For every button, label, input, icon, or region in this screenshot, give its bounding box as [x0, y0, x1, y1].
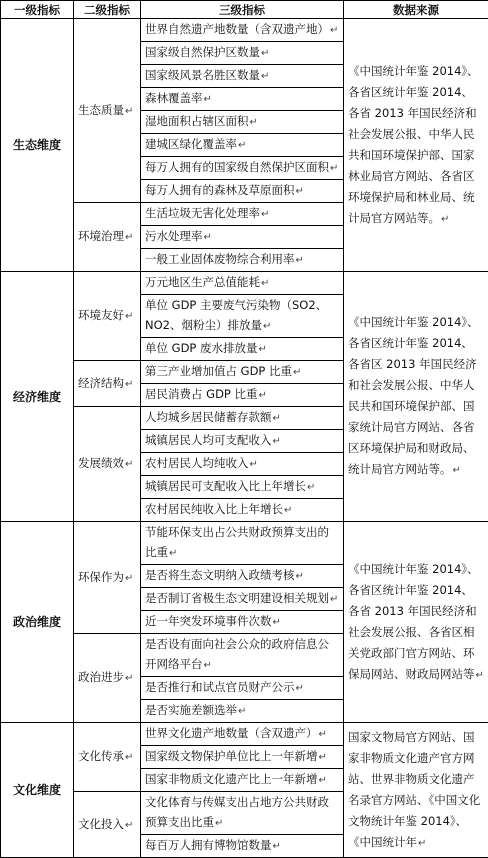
level3-indicator [141, 111, 344, 134]
level3-label: 每万人拥有的森林及草原面积 [145, 183, 295, 197]
level3-indicator [141, 769, 344, 792]
level3-indicator [141, 677, 344, 700]
paragraph-mark: ↵ [125, 106, 133, 117]
level3-indicator [141, 338, 344, 361]
paragraph-mark: ↵ [296, 571, 304, 582]
level2-label: 环境治理 [78, 229, 124, 243]
level2-label: 政治进步 [78, 670, 124, 684]
paragraph-mark: ↵ [238, 140, 246, 151]
data-source-text: 《中国统计年鉴 2014》、各省区统计年鉴 2014、各省区 2013 年国民经济和社会发展公报、中华人民共和国环境保护部、国家统计局官方网站、各省区环境保护局和财政局、统计局官方网站等。 [348, 315, 479, 476]
level3-indicator [141, 384, 344, 407]
level3-indicator [141, 611, 344, 634]
level2-label: 文化传承 [78, 749, 124, 763]
paragraph-mark: ↵ [125, 459, 133, 470]
level1-indicator: 经济维度 [1, 272, 74, 522]
paragraph-mark: ↵ [204, 94, 212, 105]
level2-label: 文化投入 [78, 817, 124, 831]
level2-indicator [74, 792, 141, 858]
level3-label: 单位 GDP 主要废气污染物（SO2、NO2、烟粉尘）排放量 [145, 298, 327, 332]
paragraph-mark: ↵ [259, 390, 267, 401]
paragraph-mark: ↵ [259, 344, 267, 355]
level3-label: 每万人拥有的国家级自然保护区面积 [145, 160, 329, 174]
paragraph-mark: ↵ [204, 232, 212, 243]
level3-label: 是否实施差额选举 [145, 703, 237, 717]
level3-indicator [141, 565, 344, 588]
paragraph-mark: ↵ [418, 838, 426, 849]
level3-label: 污水处理率 [145, 229, 203, 243]
paragraph-mark: ↵ [273, 436, 281, 447]
level3-label: 世界自然遗产地数量（含双遗产地） [145, 22, 329, 36]
level3-indicator [141, 249, 344, 272]
table-row [1, 19, 488, 42]
paragraph-mark: ↵ [441, 214, 449, 225]
paragraph-mark: ↵ [261, 278, 269, 289]
level3-label: 居民消费占 GDP 比重 [145, 387, 258, 401]
paragraph-mark: ↵ [125, 379, 133, 390]
paragraph-mark: ↵ [125, 752, 133, 763]
level3-indicator [141, 295, 344, 338]
level2-label: 发展绩效 [78, 456, 124, 470]
level3-indicator [141, 42, 344, 65]
paragraph-mark: ↵ [250, 459, 258, 470]
level3-indicator [141, 19, 344, 42]
level2-label: 生态质量 [78, 103, 124, 117]
level3-indicator [141, 272, 344, 295]
paragraph-mark: ↵ [263, 321, 271, 332]
level3-label: 湿地面积占辖区面积 [145, 114, 249, 128]
level2-indicator [74, 203, 141, 272]
level1-indicator: 生态维度 [1, 19, 74, 272]
paragraph-mark: ↵ [296, 255, 304, 266]
paragraph-mark: ↵ [319, 729, 327, 740]
level2-indicator [74, 634, 141, 723]
level3-label: 是否设有面向社会公众的政府信息公开网络平台 [145, 637, 329, 671]
level3-label: 文化体育与传媒支出占地方公共财政预算支出比重 [145, 795, 329, 829]
level3-indicator [141, 134, 344, 157]
level2-label: 环境友好 [78, 308, 124, 322]
level3-indicator [141, 65, 344, 88]
table-row [1, 723, 488, 746]
level3-indicator [141, 203, 344, 226]
level3-indicator [141, 700, 344, 723]
data-source [344, 272, 488, 522]
level3-label: 第三产业增加值占 GDP 比重 [145, 364, 292, 378]
level3-label: 生活垃圾无害化处理率 [145, 206, 260, 220]
paragraph-mark: ↵ [296, 186, 304, 197]
level3-indicator [141, 476, 344, 499]
level3-label: 城镇居民可支配收入比上年增长 [145, 479, 306, 493]
level3-label: 近一年突发环境事件次数 [145, 614, 272, 628]
level3-indicator [141, 88, 344, 111]
header-level3: 三级指标 [141, 1, 344, 19]
level3-indicator [141, 792, 344, 835]
level3-indicator [141, 407, 344, 430]
level3-label: 是否制订省极生态文明建设相关规划 [145, 591, 329, 605]
level3-label: 国家级文物保护单位比上一年新增 [145, 749, 318, 763]
level3-indicator [141, 453, 344, 476]
level3-label: 单位 GDP 废水排放量 [145, 341, 258, 355]
paragraph-mark: ↵ [319, 752, 327, 763]
paragraph-mark: ↵ [307, 482, 315, 493]
paragraph-mark: ↵ [330, 163, 338, 174]
paragraph-mark: ↵ [261, 48, 269, 59]
level2-indicator [74, 407, 141, 522]
level3-label: 是否推行和试点官员财产公示 [145, 680, 295, 694]
level3-indicator [141, 499, 344, 522]
paragraph-mark: ↵ [204, 660, 212, 671]
level2-indicator [74, 723, 141, 792]
level2-indicator [74, 361, 141, 407]
level3-indicator [141, 723, 344, 746]
level3-label: 国家级风景名胜区数量 [145, 68, 260, 82]
level3-label: 国家级自然保护区数量 [145, 45, 260, 59]
level3-indicator [141, 746, 344, 769]
level3-label: 是否将生态文明纳入政绩考核 [145, 568, 295, 582]
paragraph-mark: ↵ [273, 413, 281, 424]
header-level1: 一级指标 [1, 1, 74, 19]
paragraph-mark: ↵ [261, 209, 269, 220]
level3-label: 建城区绿化覆盖率 [145, 137, 237, 151]
paragraph-mark: ↵ [330, 594, 338, 605]
paragraph-mark: ↵ [125, 573, 133, 584]
header-row [1, 1, 488, 19]
level1-indicator: 政治维度 [1, 522, 74, 723]
header-level2: 二级指标 [74, 1, 141, 19]
level3-label: 国家非物质文化遗产比上一年新增 [145, 772, 318, 786]
level3-label: 农村居民纯收入比上年增长 [145, 502, 283, 516]
paragraph-mark: ↵ [273, 841, 281, 852]
level3-label: 城镇居民人均可支配收入 [145, 433, 272, 447]
paragraph-mark: ↵ [125, 311, 133, 322]
paragraph-mark: ↵ [330, 25, 338, 36]
data-source-text: 《中国统计年鉴 2014》、各省区统计年鉴 2014、各省 2013 年国民经济和社会发展公报、中华人民共和国环境保护部、国家林业局官方网站、各省区环境保护局和林业局、统计局官方网站等。 [348, 64, 479, 225]
paragraph-mark: ↵ [125, 232, 133, 243]
table-row [1, 272, 488, 295]
table-row [1, 522, 488, 565]
paragraph-mark: ↵ [261, 71, 269, 82]
level1-indicator: 文化维度 [1, 723, 74, 858]
paragraph-mark: ↵ [273, 617, 281, 628]
level3-label: 森林覆盖率 [145, 91, 203, 105]
level2-indicator [74, 272, 141, 361]
paragraph-mark: ↵ [215, 818, 223, 829]
paragraph-mark: ↵ [293, 367, 301, 378]
level3-label: 人均城乡居民储蓄存款额 [145, 410, 272, 424]
paragraph-mark: ↵ [453, 465, 461, 476]
data-source [344, 522, 488, 723]
level2-label: 经济结构 [78, 376, 124, 390]
data-source-text: 国家文物局官方网站、国家非物质文化遗产官方网站、世界非物质文化遗产名录官方网站、《中国文化文物统计年鉴 2014》、《中国统计年 [348, 730, 480, 849]
paragraph-mark: ↵ [284, 505, 292, 516]
level3-label: 每百万人拥有博物馆数量 [145, 838, 272, 852]
level3-indicator [141, 180, 344, 203]
level3-indicator [141, 522, 344, 565]
paragraph-mark: ↵ [125, 673, 133, 684]
level2-indicator [74, 522, 141, 634]
paragraph-mark: ↵ [238, 706, 246, 717]
paragraph-mark: ↵ [476, 670, 484, 681]
paragraph-mark: ↵ [250, 117, 258, 128]
level3-indicator [141, 361, 344, 384]
level2-label: 环保作为 [78, 570, 124, 584]
paragraph-mark: ↵ [296, 683, 304, 694]
level3-indicator [141, 157, 344, 180]
paragraph-mark: ↵ [125, 820, 133, 831]
level3-label: 万元地区生产总值能耗 [145, 275, 260, 289]
level2-indicator [74, 19, 141, 203]
level3-label: 一般工业固体废物综合利用率 [145, 252, 295, 266]
level3-label: 农村居民人均纯收入 [145, 456, 249, 470]
data-source [344, 19, 488, 272]
level3-label: 节能环保支出占公共财政预算支出的比重 [145, 525, 329, 559]
level3-indicator [141, 430, 344, 453]
header-source: 数据来源 [344, 1, 488, 19]
level3-label: 世界文化遗产地数量（含双遗产） [145, 726, 318, 740]
level3-indicator [141, 634, 344, 677]
data-source-text: 《中国统计年鉴 2014》、各省区统计年鉴 2014、各省 2013 年国民经济和社会发展公报、各省区相关党政部门官方网站、环保局网站、财政局网站等 [348, 562, 479, 681]
paragraph-mark: ↵ [169, 548, 177, 559]
level3-indicator [141, 226, 344, 249]
level3-indicator [141, 588, 344, 611]
data-source [344, 723, 488, 858]
paragraph-mark: ↵ [319, 775, 327, 786]
level3-indicator [141, 835, 344, 858]
